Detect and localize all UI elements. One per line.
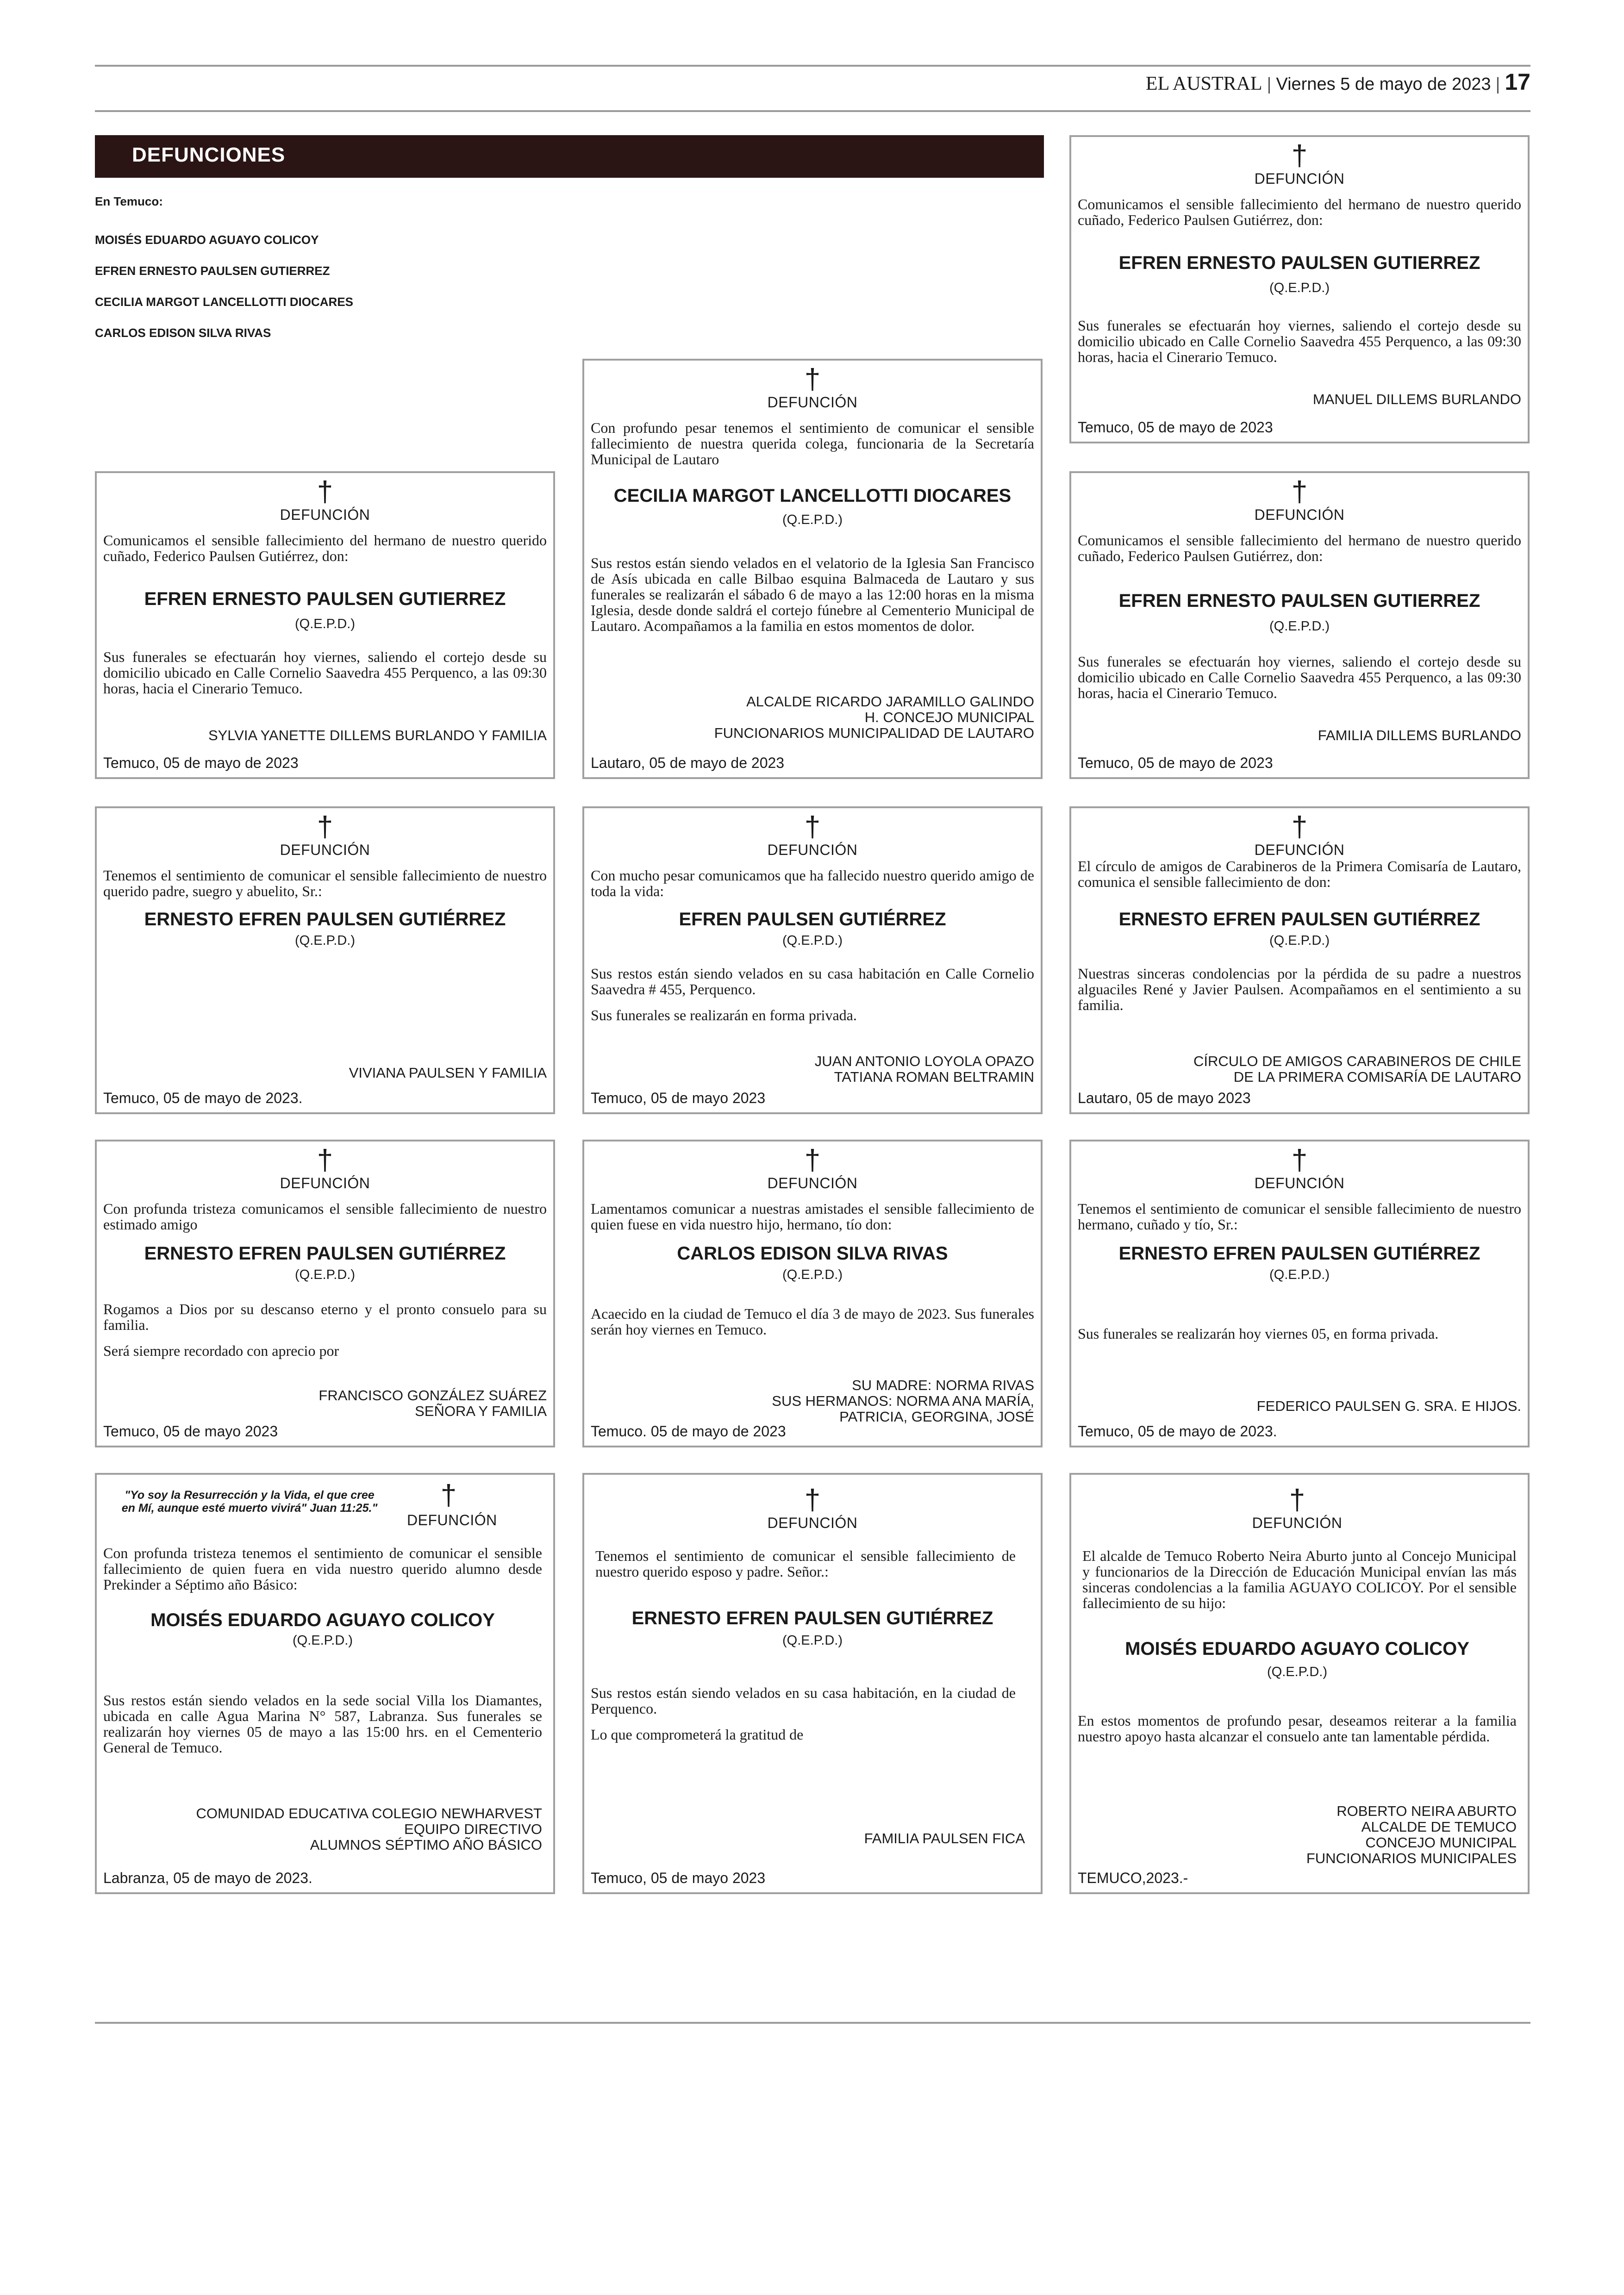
qepd: (Q.E.P.D.) [293, 1633, 353, 1648]
obituary-notice [582, 359, 1043, 779]
notice-body [1078, 1326, 1521, 1352]
notice-intro: Con profunda tristeza comunicamos el sensible fallecimiento de nuestro estimado amigo [103, 1200, 547, 1233]
qepd: (Q.E.P.D.) [295, 1267, 355, 1282]
notice-place-date: Temuco, 05 de mayo de 2023. [103, 1090, 303, 1106]
notice-body [591, 555, 1034, 644]
notice-place-date: TEMUCO,2023.- [1078, 1870, 1188, 1886]
index-name: MOISÉS EDUARDO AGUAYO COLICOY [95, 233, 319, 247]
signature-line: FUNCIONARIOS MUNICIPALES [1306, 1850, 1517, 1866]
deceased-name: EFREN ERNESTO PAULSEN GUTIERREZ [1118, 591, 1480, 611]
cross-icon: † [1291, 476, 1308, 508]
deceased-name: ERNESTO EFREN PAULSEN GUTIÉRREZ [144, 909, 506, 929]
body-paragraph: Sus restos están siendo velados en el velatorio de la Iglesia San Francisco de Asís ubicada en calle Bilbao esquina Balmaceda de Lautaro y sus funerales se realizarán el sábado 6 de mayo a las 12:00 horas en la misma Iglesia, desde donde saldrá el cortejo fúnebre al Cementerio Municipal de Lautaro. Acompañamos a la familia en estos momentos de dolor. [591, 555, 1034, 634]
signature-line: FAMILIA PAULSEN FICA [864, 1830, 1025, 1846]
qepd: (Q.E.P.D.) [1269, 619, 1330, 634]
cross-icon: † [804, 811, 821, 843]
signature-line: JUAN ANTONIO LOYOLA OPAZO [814, 1053, 1034, 1069]
notice-place-date: Labranza, 05 de mayo de 2023. [103, 1870, 312, 1886]
qepd: (Q.E.P.D.) [782, 512, 843, 527]
signature-line: ALUMNOS SÉPTIMO AÑO BÁSICO [310, 1837, 542, 1853]
notice-signature [103, 1388, 547, 1419]
notice-label: DEFUNCIÓN [767, 842, 858, 858]
notice-label: DEFUNCIÓN [767, 1175, 858, 1191]
notice-body [591, 1685, 1016, 1752]
notice-intro: Tenemos el sentimiento de comunicar el sensible fallecimiento de nuestro querido padre, suegro y abuelito, Sr.: [103, 867, 547, 899]
signature-line: FAMILIA DILLEMS BURLANDO [1318, 727, 1521, 743]
qepd: (Q.E.P.D.) [1269, 933, 1330, 948]
deceased-name: ERNESTO EFREN PAULSEN GUTIÉRREZ [1118, 1243, 1480, 1264]
notice-body [103, 1692, 542, 1765]
signature-line: TATIANA ROMAN BELTRAMIN [834, 1069, 1034, 1085]
signature-line: FRANCISCO GONZÁLEZ SUÁREZ [319, 1387, 547, 1403]
body-paragraph: Sus restos están siendo velados en la sede social Villa los Diamantes, ubicada en calle Agua Marina N° 587, Labranza. Sus funerales se realizarán hoy viernes 05 de mayo a las 15:00 hrs. en el Cementerio General de Temuco. [103, 1692, 542, 1756]
notice-intro: Con profundo pesar tenemos el sentimiento de comunicar el sensible fallecimiento de nuestra querida colega, funcionaria de la Secretaría Municipal de Lautaro [591, 419, 1034, 468]
notice-signature [1078, 392, 1521, 407]
signature-line: FUNCIONARIOS MUNICIPALIDAD DE LAUTARO [714, 725, 1034, 741]
masthead [1146, 69, 1530, 95]
notice-intro: El alcalde de Temuco Roberto Neira Aburto junto al Concejo Municipal y funcionarios de la Dirección de Educación Municipal envían las más sinceras condolencias a la familia AGUAYO COLICOY. Por el sensible fallecimiento de su hijo: [1082, 1547, 1517, 1611]
notice-signature [103, 1065, 547, 1081]
notice-place-date: Temuco. 05 de mayo de 2023 [591, 1423, 786, 1440]
notice-body [103, 1301, 547, 1369]
deceased-name: EFREN ERNESTO PAULSEN GUTIERREZ [144, 589, 506, 609]
notice-place-date: Temuco, 05 de mayo de 2023. [1078, 1423, 1277, 1440]
body-paragraph: Será siempre recordado con aprecio por [103, 1342, 339, 1359]
notice-signature [591, 1054, 1034, 1085]
notice-signature [591, 1378, 1034, 1425]
body-paragraph: Lo que comprometerá la gratitud de [591, 1726, 804, 1743]
signature-line: COMUNIDAD EDUCATIVA COLEGIO NEWHARVEST [196, 1805, 542, 1821]
signature-line: CÍRCULO DE AMIGOS CARABINEROS DE CHILE [1193, 1053, 1521, 1069]
body-paragraph: Sus restos están siendo velados en su casa habitación, en la ciudad de Perquenco. [591, 1684, 1016, 1717]
cross-icon: † [317, 1144, 333, 1176]
signature-line: SUS HERMANOS: NORMA ANA MARÍA, [772, 1393, 1034, 1409]
notice-intro: Tenemos el sentimiento de comunicar el sensible fallecimiento de nuestro hermano, cuñado y tío, Sr.: [1078, 1200, 1521, 1233]
body-paragraph: Sus funerales se realizarán hoy viernes 05, en forma privada. [1078, 1325, 1439, 1342]
qepd: (Q.E.P.D.) [1269, 1267, 1330, 1282]
index-name: CARLOS EDISON SILVA RIVAS [95, 326, 271, 340]
notice-intro: Tenemos el sentimiento de comunicar el sensible fallecimiento de nuestro querido esposo y padre. Señor.: [595, 1547, 1016, 1580]
deceased-name: EFREN ERNESTO PAULSEN GUTIERREZ [1118, 253, 1480, 273]
body-paragraph: Sus funerales se efectuarán hoy viernes, saliendo el cortejo desde su domicilio ubicado en Calle Cornelio Saavedra 455 Perquenco, a las 09:30 horas, hacia el Cinerario Temuco. [103, 649, 547, 697]
notice-signature [103, 1806, 542, 1853]
obituary-notice [1069, 135, 1530, 443]
notice-label: DEFUNCIÓN [407, 1512, 497, 1528]
cross-icon: † [804, 363, 821, 395]
notice-signature [591, 694, 1034, 741]
obituary-notice [95, 1473, 555, 1894]
signature-line: CONCEJO MUNICIPAL [1365, 1834, 1517, 1851]
signature-line: SU MADRE: NORMA RIVAS [852, 1377, 1034, 1393]
body-paragraph: Nuestras sinceras condolencias por la pérdida de su padre a nuestros alguaciles René y Javier Paulsen. Acompañamos en el sentimiento a su familia. [1078, 965, 1521, 1013]
body-paragraph: Acaecido en la ciudad de Temuco el día 3 de mayo de 2023. Sus funerales serán hoy viernes en Temuco. [591, 1305, 1034, 1338]
signature-line: PATRICIA, GEORGINA, JOSÉ [839, 1409, 1034, 1425]
body-paragraph: Sus funerales se efectuarán hoy viernes, saliendo el cortejo desde su domicilio ubicado en Calle Cornelio Saavedra 455 Perquenco, a las 09:30 horas, hacia el Cinerario Temuco. [1078, 317, 1521, 365]
notice-label: DEFUNCIÓN [767, 394, 858, 411]
notice-place-date: Temuco, 05 de mayo de 2023 [1078, 755, 1273, 771]
cross-icon: † [804, 1484, 821, 1516]
index-city: En Temuco: [95, 194, 163, 208]
obituary-notice [1069, 1473, 1530, 1894]
obituary-notice [1069, 471, 1530, 779]
signature-line: ROBERTO NEIRA ABURTO [1337, 1803, 1517, 1819]
signature-line: MANUEL DILLEMS BURLANDO [1312, 391, 1521, 407]
notice-body [1078, 1713, 1517, 1754]
signature-line: FEDERICO PAULSEN G. SRA. E HIJOS. [1256, 1398, 1521, 1414]
signature-line: DE LA PRIMERA COMISARÍA DE LAUTARO [1233, 1069, 1521, 1085]
cross-icon: † [440, 1479, 457, 1511]
deaths-index [95, 194, 353, 357]
notice-label: DEFUNCIÓN [1254, 842, 1345, 858]
obituary-notice [582, 1140, 1043, 1447]
notice-place-date: Temuco, 05 de mayo 2023 [591, 1090, 766, 1106]
obituary-notice [95, 471, 555, 779]
notice-body [591, 966, 1034, 1033]
body-paragraph: Sus restos están siendo velados en su casa habitación en Calle Cornelio Saavedra # 455, Perquenco. [591, 965, 1034, 998]
notice-signature [1078, 1054, 1521, 1085]
notice-label: DEFUNCIÓN [767, 1515, 858, 1531]
deceased-name: CARLOS EDISON SILVA RIVAS [677, 1243, 948, 1264]
signature-line: SYLVIA YANETTE DILLEMS BURLANDO Y FAMILIA [208, 727, 547, 743]
body-paragraph: En estos momentos de profundo pesar, deseamos reiterar a la familia nuestro apoyo hasta alcanzar el consuelo ante tan lamentable pérdida. [1078, 1712, 1517, 1745]
notice-body [1078, 966, 1521, 1023]
obituary-notice [1069, 806, 1530, 1114]
cross-icon: † [804, 1144, 821, 1176]
notice-place-date: Temuco, 05 de mayo de 2023 [103, 755, 299, 771]
notice-signature [103, 728, 547, 743]
signature-line: SEÑORA Y FAMILIA [415, 1403, 547, 1419]
notice-place-date: Lautaro, 05 de mayo 2023 [1078, 1090, 1251, 1106]
notice-label: DEFUNCIÓN [1252, 1515, 1343, 1531]
notice-signature [1078, 1803, 1517, 1866]
notice-intro: Comunicamos el sensible fallecimiento del hermano de nuestro querido cuñado, Federico Paulsen Gutiérrez, don: [103, 532, 547, 564]
signature-line: H. CONCEJO MUNICIPAL [864, 709, 1034, 725]
notice-intro: Lamentamos comunicar a nuestras amistades el sensible fallecimiento de quien fuese en vida nuestro hijo, hermano, tío don: [591, 1200, 1034, 1233]
qepd: (Q.E.P.D.) [1269, 281, 1330, 295]
obituary-notice [582, 806, 1043, 1114]
deceased-name: ERNESTO EFREN PAULSEN GUTIÉRREZ [144, 1243, 506, 1264]
page-number: 17 [1505, 69, 1530, 95]
notice-place-date: Lautaro, 05 de mayo de 2023 [591, 755, 785, 771]
notice-intro: Con mucho pesar comunicamos que ha fallecido nuestro querido amigo de toda la vida: [591, 867, 1034, 899]
notice-intro: Comunicamos el sensible fallecimiento del hermano de nuestro querido cuñado, Federico Paulsen Gutiérrez, don: [1078, 532, 1521, 564]
qepd: (Q.E.P.D.) [782, 933, 843, 948]
cross-icon: † [1291, 140, 1308, 172]
qepd: (Q.E.P.D.) [1267, 1665, 1327, 1679]
deceased-name: MOISÉS EDUARDO AGUAYO COLICOY [1125, 1639, 1469, 1659]
body-paragraph: Sus funerales se efectuarán hoy viernes, saliendo el cortejo desde su domicilio ubicado en Calle Cornelio Saavedra 455 Perquenco, a las 09:30 horas, hacia el Cinerario Temuco. [1078, 653, 1521, 701]
notice-label: DEFUNCIÓN [280, 506, 370, 523]
notice-label: DEFUNCIÓN [1254, 506, 1345, 523]
index-name: CECILIA MARGOT LANCELLOTTI DIOCARES [95, 295, 354, 309]
obituary-notice [1069, 1140, 1530, 1447]
section-header [95, 135, 1044, 178]
newspaper-name: EL AUSTRAL [1145, 73, 1262, 94]
notice-place-date: Temuco, 05 de mayo 2023 [103, 1423, 278, 1440]
notice-signature [591, 1831, 1025, 1846]
cross-icon: † [1289, 1484, 1305, 1516]
bottom-rule [95, 2022, 1530, 2024]
masthead-separator: | [1267, 75, 1272, 94]
cross-icon: † [1291, 811, 1308, 843]
notice-body [1078, 318, 1521, 375]
qepd: (Q.E.P.D.) [782, 1267, 843, 1282]
cross-icon: † [1291, 1144, 1308, 1176]
notice-intro: Comunicamos el sensible fallecimiento del hermano de nuestro querido cuñado, Federico Paulsen Gutiérrez, don: [1078, 196, 1521, 228]
section-title: DEFUNCIONES [132, 143, 286, 166]
notice-label: DEFUNCIÓN [1254, 170, 1345, 187]
deceased-name: EFREN PAULSEN GUTIÉRREZ [679, 909, 946, 929]
notice-label: DEFUNCIÓN [280, 1175, 370, 1191]
deceased-name: MOISÉS EDUARDO AGUAYO COLICOY [150, 1610, 495, 1630]
bible-quote: "Yo soy la Resurrección y la Vida, el que cree en Mí, aunque esté muerto vivirá" Juan 11:25." [121, 1489, 378, 1515]
notice-label: DEFUNCIÓN [1254, 1175, 1345, 1191]
notice-body [103, 649, 547, 706]
signature-line: VIVIANA PAULSEN Y FAMILIA [349, 1065, 547, 1081]
notice-signature [1078, 728, 1521, 743]
qepd: (Q.E.P.D.) [782, 1633, 843, 1648]
obituary-notice [95, 806, 555, 1114]
issue-date: Viernes 5 de mayo de 2023 [1276, 75, 1491, 94]
qepd: (Q.E.P.D.) [295, 933, 355, 948]
deceased-name: ERNESTO EFREN PAULSEN GUTIÉRREZ [1118, 909, 1480, 929]
notice-intro: Con profunda tristeza tenemos el sentimiento de comunicar el sensible fallecimiento de quien fuera en vida nuestro querido alumno desde Prekinder a Séptimo año Básico: [103, 1545, 542, 1593]
header-rule [95, 110, 1530, 112]
obituary-notice [582, 1473, 1043, 1894]
notice-intro: El círculo de amigos de Carabineros de la Primera Comisaría de Lautaro, comunica el sensible fallecimiento de don: [1078, 858, 1521, 890]
cross-icon: † [317, 476, 333, 508]
qepd: (Q.E.P.D.) [295, 617, 355, 631]
obituary-notice [95, 1140, 555, 1447]
signature-line: EQUIPO DIRECTIVO [404, 1821, 542, 1837]
top-rule [95, 65, 1530, 67]
notice-label: DEFUNCIÓN [280, 842, 370, 858]
masthead-separator: | [1495, 75, 1500, 94]
signature-line: ALCALDE DE TEMUCO [1361, 1819, 1517, 1835]
notice-place-date: Temuco, 05 de mayo de 2023 [1078, 419, 1273, 436]
deceased-name: ERNESTO EFREN PAULSEN GUTIÉRREZ [631, 1608, 993, 1628]
body-paragraph: Rogamos a Dios por su descanso eterno y el pronto consuelo para su familia. [103, 1301, 547, 1333]
body-paragraph: Sus funerales se realizarán en forma privada. [591, 1007, 857, 1023]
deceased-name: CECILIA MARGOT LANCELLOTTI DIOCARES [613, 486, 1012, 506]
notice-place-date: Temuco, 05 de mayo 2023 [591, 1870, 766, 1886]
signature-line: ALCALDE RICARDO JARAMILLO GALINDO [746, 693, 1034, 710]
index-name: EFREN ERNESTO PAULSEN GUTIERREZ [95, 264, 330, 278]
notice-body [1078, 654, 1521, 711]
cross-icon: † [317, 811, 333, 843]
notice-signature [1078, 1398, 1521, 1414]
notice-body [591, 1306, 1034, 1347]
